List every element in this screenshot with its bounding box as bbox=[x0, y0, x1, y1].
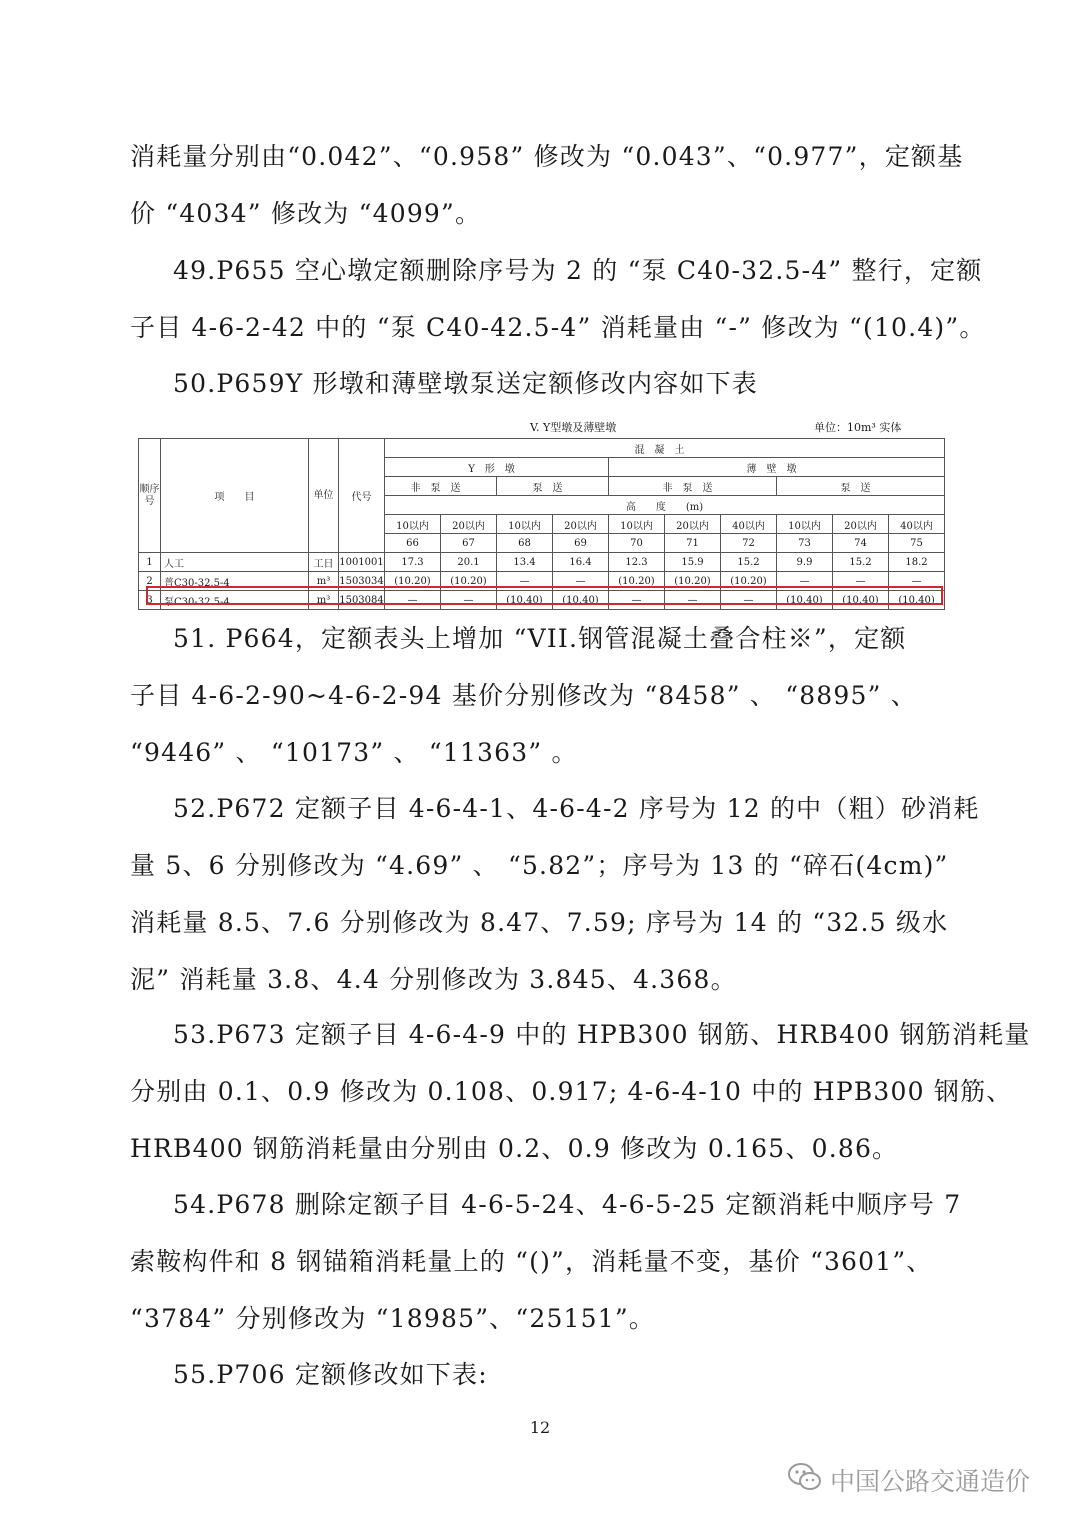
text-line: 55.P706 定额修改如下表: bbox=[173, 1360, 488, 1389]
header-seq: 顺序号 bbox=[139, 439, 161, 553]
height-cell: 40以内 bbox=[889, 515, 945, 534]
text-line: 分别由 0.1、0.9 修改为 0.108、0.917; 4-6-4-10 中的 HPB300 钢筋、 bbox=[130, 1077, 1013, 1106]
table-row bbox=[139, 572, 945, 591]
paragraph-55 bbox=[130, 1346, 950, 1403]
height-cell: 40以内 bbox=[721, 515, 777, 534]
row-value: 12.3 bbox=[609, 553, 665, 572]
row-item: 普C30-32.5-4 bbox=[161, 572, 309, 591]
column-number: 67 bbox=[441, 534, 497, 553]
row-value: — bbox=[385, 591, 441, 610]
text-line: 子目 4-6-2-90~4-6-2-94 基价分别修改为 “8458” 、 “8895” 、 bbox=[130, 681, 917, 710]
column-number: 68 bbox=[497, 534, 553, 553]
row-value: — bbox=[721, 591, 777, 610]
row-value: 9.9 bbox=[777, 553, 833, 572]
height-cell: 10以内 bbox=[777, 515, 833, 534]
row-seq: 2 bbox=[139, 572, 161, 591]
row-value: (10.40) bbox=[497, 591, 553, 610]
height-cell: 20以内 bbox=[665, 515, 721, 534]
text-line: 量 5、6 分别修改为 “4.69” 、 “5.82”；序号为 13 的 “碎石(4cm)” bbox=[130, 851, 949, 880]
text-line: 子目 4-6-2-42 中的 “泵 C40-42.5-4” 消耗量由 “-” 修改为 “(10.4)”。 bbox=[130, 313, 986, 342]
paragraph-52 bbox=[130, 780, 980, 1008]
row-value: 15.9 bbox=[665, 553, 721, 572]
text-line: HRB400 钢筋消耗量由分别由 0.2、0.9 修改为 0.165、0.86。 bbox=[130, 1134, 899, 1163]
height-cell: 10以内 bbox=[497, 515, 553, 534]
header-height: 高 度 (m) bbox=[385, 496, 945, 515]
table-row bbox=[139, 553, 945, 572]
row-value: (10.20) bbox=[721, 572, 777, 591]
row-value: — bbox=[609, 591, 665, 610]
row-value: 15.2 bbox=[721, 553, 777, 572]
row-value: 13.4 bbox=[497, 553, 553, 572]
height-cell: 20以内 bbox=[833, 515, 889, 534]
row-seq: 3 bbox=[139, 591, 161, 610]
row-value: (10.20) bbox=[385, 572, 441, 591]
paragraph-54 bbox=[130, 1176, 962, 1347]
row-unit: 工日 bbox=[309, 553, 339, 572]
header-pump: 泵送 bbox=[777, 477, 945, 496]
row-value: (10.20) bbox=[665, 572, 721, 591]
header-thin-wall: 薄壁墩 bbox=[609, 458, 945, 477]
row-value: 18.2 bbox=[889, 553, 945, 572]
row-code: 1001001 bbox=[339, 553, 385, 572]
header-item: 项 目 bbox=[161, 439, 309, 553]
height-cell: 20以内 bbox=[553, 515, 609, 534]
row-value: (10.40) bbox=[553, 591, 609, 610]
row-value: (10.40) bbox=[833, 591, 889, 610]
watermark-text: 中国公路交通造价 bbox=[830, 1467, 1031, 1496]
row-value: (10.20) bbox=[609, 572, 665, 591]
header-non-pump: 非泵送 bbox=[385, 477, 497, 496]
text-line: 索鞍构件和 8 钢锚箱消耗量上的 “()”，消耗量不变，基价 “3601”、 bbox=[130, 1247, 933, 1276]
column-number: 73 bbox=[777, 534, 833, 553]
quota-table bbox=[138, 438, 945, 610]
row-value: (10.40) bbox=[889, 591, 945, 610]
row-value: — bbox=[553, 572, 609, 591]
row-value: 15.2 bbox=[833, 553, 889, 572]
row-code: 1503084 bbox=[339, 591, 385, 610]
text-line: 50.P659Y 形墩和薄壁墩泵送定额修改内容如下表 bbox=[173, 369, 758, 398]
row-value: 16.4 bbox=[553, 553, 609, 572]
row-value: 17.3 bbox=[385, 553, 441, 572]
row-unit: m³ bbox=[309, 572, 339, 591]
table-caption bbox=[138, 416, 944, 438]
text-line: 49.P655 空心墩定额删除序号为 2 的 “泵 C40-32.5-4” 整行，定额 bbox=[173, 256, 983, 285]
text-line: 52.P672 定额子目 4-6-4-1、4-6-4-2 序号为 12 的中（粗）砂消耗 bbox=[173, 794, 980, 823]
header-non-pump: 非泵送 bbox=[609, 477, 777, 496]
text-line: 泥” 消耗量 3.8、4.4 分别修改为 3.845、4.368。 bbox=[130, 965, 737, 994]
row-unit: m³ bbox=[309, 591, 339, 610]
paragraph-50 bbox=[130, 355, 950, 412]
paragraph-53 bbox=[130, 1006, 1031, 1177]
row-value: — bbox=[833, 572, 889, 591]
row-value: — bbox=[497, 572, 553, 591]
height-cell: 10以内 bbox=[609, 515, 665, 534]
header-code: 代号 bbox=[339, 439, 385, 553]
header-concrete: 混凝土 bbox=[385, 439, 945, 458]
row-value: — bbox=[777, 572, 833, 591]
paragraph-48 bbox=[130, 128, 964, 242]
column-number: 71 bbox=[665, 534, 721, 553]
row-value: — bbox=[665, 591, 721, 610]
paragraph-51 bbox=[130, 610, 950, 781]
table-title: V. Y型墩及薄壁墩 bbox=[530, 421, 617, 434]
header-y-pier: Y形墩 bbox=[385, 458, 609, 477]
header-unit: 单位 bbox=[309, 439, 339, 553]
row-value: — bbox=[889, 572, 945, 591]
text-line: 54.P678 删除定额子目 4-6-5-24、4-6-5-25 定额消耗中顺序号 7 bbox=[173, 1190, 962, 1219]
quota-table-figure bbox=[138, 416, 944, 610]
column-number: 69 bbox=[553, 534, 609, 553]
paragraph-49 bbox=[130, 242, 986, 356]
text-line: 51. P664，定额表头上增加 “VII.钢管混凝土叠合柱※”，定额 bbox=[173, 624, 907, 653]
row-value: 20.1 bbox=[441, 553, 497, 572]
row-seq: 1 bbox=[139, 553, 161, 572]
wechat-icon bbox=[788, 1462, 830, 1498]
text-line: 价 “4034” 修改为 “4099”。 bbox=[130, 199, 482, 228]
text-line: 消耗量分别由“0.042”、“0.958” 修改为 “0.043”、“0.977”，定额基 bbox=[130, 142, 964, 171]
table-row-highlighted bbox=[139, 591, 945, 610]
text-line: 消耗量 8.5、7.6 分别修改为 8.47、7.59; 序号为 14 的 “32.5 级水 bbox=[130, 908, 949, 937]
row-value: (10.40) bbox=[777, 591, 833, 610]
column-number: 66 bbox=[385, 534, 441, 553]
row-item: 泵C30-32.5-4 bbox=[161, 591, 309, 610]
text-line: “3784” 分别修改为 “18985”、“25151”。 bbox=[130, 1304, 656, 1333]
text-line: “9446” 、 “10173” 、 “11363” 。 bbox=[130, 738, 578, 767]
row-value: (10.20) bbox=[441, 572, 497, 591]
row-item: 人工 bbox=[161, 553, 309, 572]
table-unit: 单位：10m³ 实体 bbox=[814, 421, 902, 434]
height-cell: 20以内 bbox=[441, 515, 497, 534]
row-code: 1503034 bbox=[339, 572, 385, 591]
header-pump: 泵送 bbox=[497, 477, 609, 496]
text-line: 53.P673 定额子目 4-6-4-9 中的 HPB300 钢筋、HRB400 钢筋消耗量 bbox=[173, 1020, 1031, 1049]
height-cell: 10以内 bbox=[385, 515, 441, 534]
row-value: — bbox=[441, 591, 497, 610]
column-number: 74 bbox=[833, 534, 889, 553]
page-number: 12 bbox=[529, 1418, 551, 1437]
column-number: 72 bbox=[721, 534, 777, 553]
column-number: 75 bbox=[889, 534, 945, 553]
column-number: 70 bbox=[609, 534, 665, 553]
watermark bbox=[788, 1462, 1030, 1498]
